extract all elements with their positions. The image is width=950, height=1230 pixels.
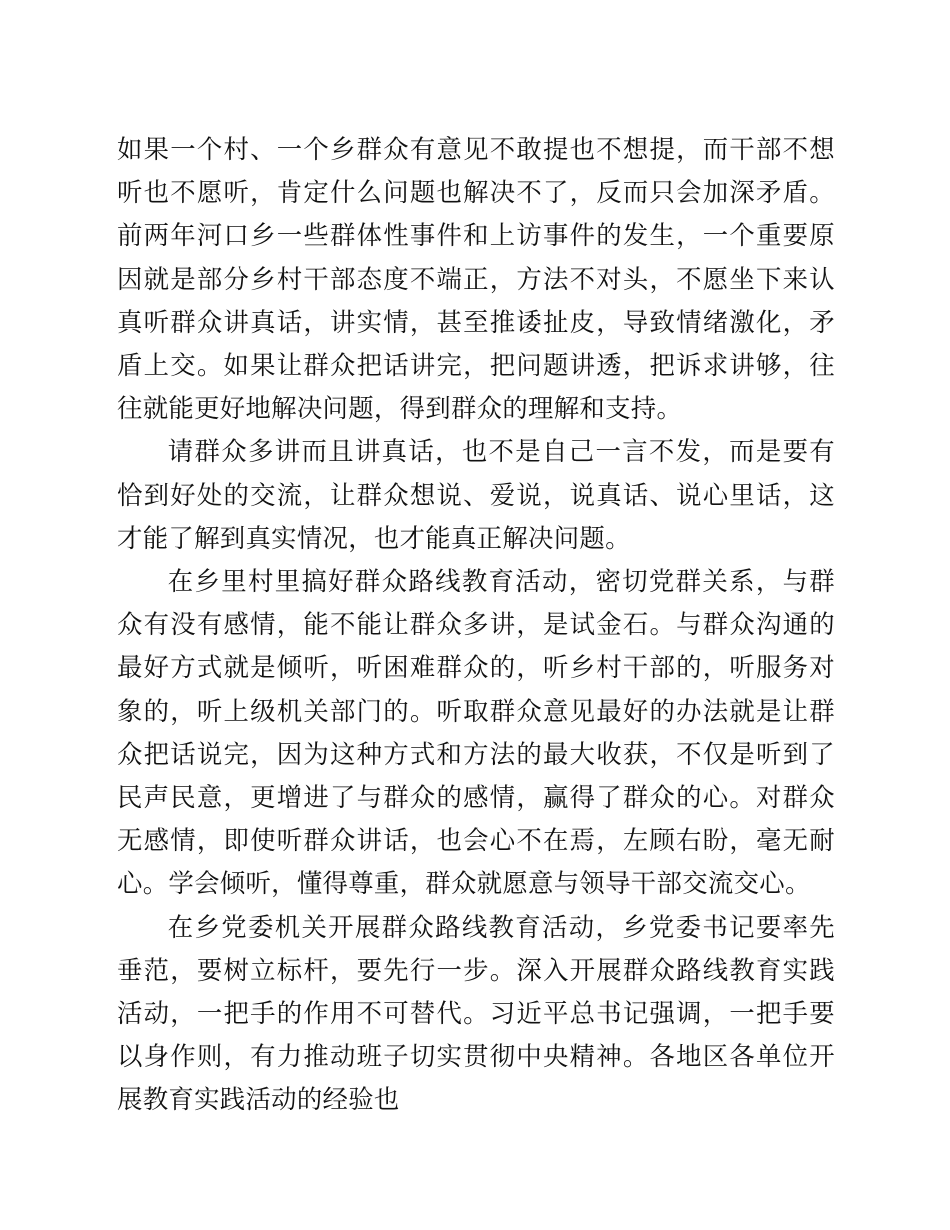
paragraph-3: 在乡里村里搞好群众路线教育活动，密切党群关系，与群众有没有感情，能不能让群众多讲，是试金石。与群众沟通的最好方式就是倾听，听困难群众的，听乡村干部的，听服务对象的，听上级机关部门的。听取群众意见最好的办法就是让群众把话说完，因为这种方式和方法的最大收获，不仅是听到了民声民意，更增进了与群众的感情，赢得了群众的心。对群众无感情，即使听群众讲话，也会心不在焉，左顾右盼，毫无耐心。学会倾听，懂得尊重，群众就愿意与领导干部交流交心。 xyxy=(117,566,835,899)
paragraph-1: 如果一个村、一个乡群众有意见不敢提也不想提，而干部不想听也不愿听，肯定什么问题也解决不了，反而只会加深矛盾。前两年河口乡一些群体性事件和上访事件的发生，一个重要原因就是部分乡村干部态度不端正，方法不对头，不愿坐下来认真听群众讲真话，讲实情，甚至推诿扯皮，导致情绪激化，矛盾上交。如果让群众把话讲完，把问题讲透，把诉求讲够，往往就能更好地解决问题，得到群众的理解和支持。 xyxy=(117,134,835,424)
paragraph-4: 在乡党委机关开展群众路线教育活动，乡党委书记要率先垂范，要树立标杆，要先行一步。深入开展群众路线教育实践活动，一把手的作用不可替代。习近平总书记强调，一把手要以身作则，有力推动班子切实贯彻中央精神。各地区各单位开展教育实践活动的经验也 xyxy=(117,911,835,1115)
paragraph-2: 请群众多讲而且讲真话，也不是自己一言不发，而是要有恰到好处的交流，让群众想说、爱说，说真话、说心里话，这才能了解到真实情况，也才能真正解决问题。 xyxy=(117,436,835,553)
document-body xyxy=(117,128,835,1122)
